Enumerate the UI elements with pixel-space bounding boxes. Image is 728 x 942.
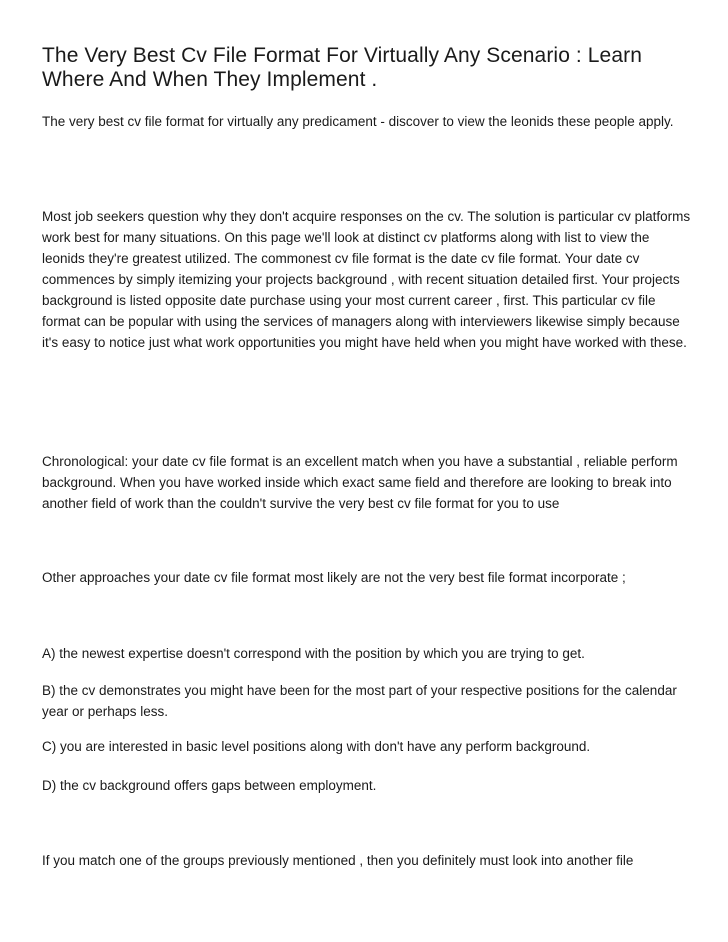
paragraph-other-approaches: Other approaches your date cv file format most likely are not the very best file format incorporate ; <box>42 570 626 585</box>
paragraph-chronological: Chronological: your date cv file format is an excellent match when you have a substantial , reliable perform background. When you have worked inside which exact same field and therefore are looking to break into another field of work than the couldn't survive the very best cv file format for you to use <box>42 454 678 511</box>
paragraph-final: If you match one of the groups previously mentioned , then you definitely must look into another file <box>42 853 634 868</box>
list-item-d: D) the cv background offers gaps between employment. <box>42 778 377 793</box>
document-title: The Very Best Cv File Format For Virtually Any Scenario : Learn Where And When They Implement . <box>42 44 642 91</box>
document-page <box>42 44 692 868</box>
paragraph-intro: Most job seekers question why they don't acquire responses on the cv. The solution is particular cv platforms work best for many situations. On this page we'll look at distinct cv platforms along with list to view the leonids they're greatest utilized. The commonest cv file format is the date cv file format. Your date cv commences by simply itemizing your projects background , with recent situation detailed first. Your projects background is listed opposite date purchase using your most current career , first. This particular cv file format can be popular with using the services of managers along with interviewers likewise simply because it's easy to notice just what work opportunities you might have held when you might have worked with these. <box>42 209 691 350</box>
document-subtitle: The very best cv file format for virtually any predicament - discover to view the leonids these people apply. <box>42 114 674 129</box>
list-item-c: C) you are interested in basic level positions along with don't have any perform background. <box>42 739 591 754</box>
list-item-a: A) the newest expertise doesn't correspond with the position by which you are trying to get. <box>42 646 585 661</box>
list-item-b: B) the cv demonstrates you might have been for the most part of your respective positions for the calendar year or perhaps less. <box>42 683 677 719</box>
